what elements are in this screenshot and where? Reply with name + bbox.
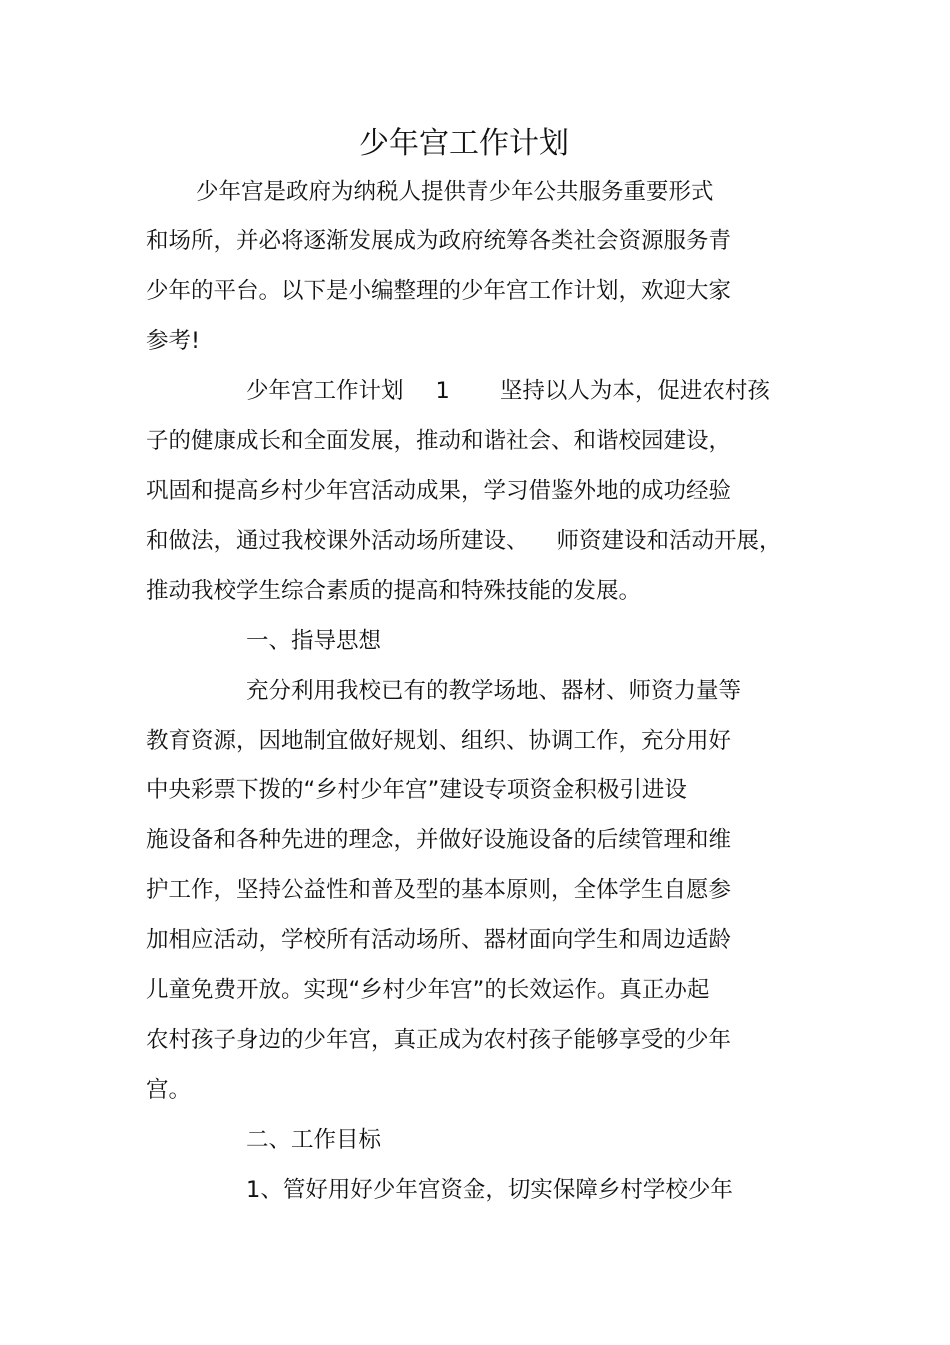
section1-line-4: 施设备和各种先进的理念，并做好设施设备的后续管理和维 bbox=[146, 827, 732, 853]
intro-line-4: 参考! bbox=[146, 328, 201, 354]
plan1-heading: 少年宫工作计划 bbox=[246, 378, 404, 404]
plan1-first-line-rest: 坚持以人为本，促进农村孩 bbox=[499, 378, 770, 404]
plan1-first-line bbox=[246, 376, 770, 406]
plan1-number: 1 bbox=[435, 378, 450, 404]
intro-line-3: 少年的平台。以下是小编整理的少年宫工作计划，欢迎大家 bbox=[146, 278, 732, 304]
intro-line-2: 和场所，并必将逐渐发展成为政府统筹各类社会资源服务青 bbox=[146, 228, 732, 254]
section1-line-1: 充分利用我校已有的教学场地、器材、师资力量等 bbox=[246, 678, 742, 704]
plan1-line-5: 推动我校学生综合素质的提高和特殊技能的发展。 bbox=[146, 578, 642, 604]
section1-line-7: 儿童免费开放。实现“乡村少年宫”的长效运作。真正办起 bbox=[146, 977, 710, 1003]
section1-line-2: 教育资源，因地制宜做好规划、组织、协调工作，充分用好 bbox=[146, 728, 732, 754]
section2-item-1: 1、管好用好少年宫资金，切实保障乡村学校少年 bbox=[246, 1177, 733, 1203]
plan1-line-4-part1: 和做法，通过我校课外活动场所建设、 bbox=[146, 528, 529, 554]
section1-line-9: 宫。 bbox=[146, 1077, 192, 1103]
intro-line-1: 少年宫是政府为纳税人提供青少年公共服务重要形式 bbox=[196, 179, 714, 205]
plan1-line-4 bbox=[146, 526, 782, 556]
section1-line-3: 中央彩票下拨的“乡村少年宫”建设专项资金积极引进设 bbox=[146, 777, 687, 803]
section1-heading: 一、指导思想 bbox=[246, 628, 382, 654]
section1-line-6: 加相应活动，学校所有活动场所、器材面向学生和周边适龄 bbox=[146, 927, 732, 953]
page-title: 少年宫工作计划 bbox=[359, 126, 569, 161]
section1-line-8: 农村孩子身边的少年宫，真正成为农村孩子能够享受的少年 bbox=[146, 1027, 732, 1053]
section2-heading: 二、工作目标 bbox=[246, 1127, 382, 1153]
plan1-line-2: 子的健康成长和全面发展，推动和谐社会、和谐校园建设， bbox=[146, 428, 732, 454]
plan1-line-3: 巩固和提高乡村少年宫活动成果，学习借鉴外地的成功经验 bbox=[146, 478, 732, 504]
plan1-line-4-part2: 师资建设和活动开展， bbox=[556, 528, 782, 554]
section1-line-5: 护工作，坚持公益性和普及型的基本原则，全体学生自愿参 bbox=[146, 877, 732, 903]
